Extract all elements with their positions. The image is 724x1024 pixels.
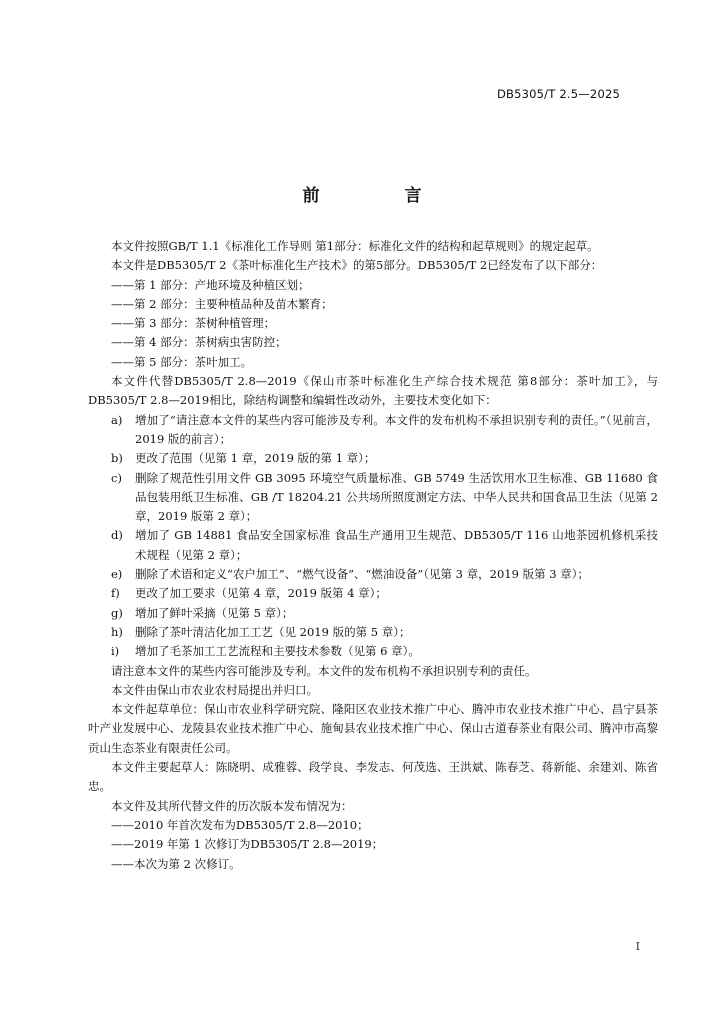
history-intro: 本文件及其所代替文件的历次版本发布情况为：	[111, 798, 353, 813]
change-marker: c)	[111, 470, 122, 485]
part-item: ——第 5 部分：茶叶加工。	[111, 354, 253, 369]
change-text: 更改了加工要求（见第 4 章，2019 版第 4 章）；	[135, 586, 387, 601]
change-text: 增加了“请注意本文件的某些内容可能涉及专利。本文件的发布机构不承担识别专利的责任。”（见前言，2019 版的前言）；	[135, 412, 658, 446]
history-item: ——本次为第 2 次修订。	[111, 856, 241, 871]
change-text: 增加了鲜叶采摘（见第 5 章）；	[135, 605, 294, 620]
part-item: ——第 4 部分：茶树病虫害防控；	[111, 335, 287, 350]
change-text: 删除了茶叶清洁化加工工艺（见 2019 版的第 5 章）；	[135, 624, 411, 639]
patent-note: 请注意本文件的某些内容可能涉及专利。本文件的发布机构不承担识别专利的责任。	[111, 663, 537, 678]
change-marker: a)	[111, 412, 123, 427]
drafters-paragraph: 本文件主要起草人：陈晓明、成雅蓉、段学良、李发志、何茂选、王洪斌、陈春芝、蒋新能、余建刘、陈省忠。	[88, 760, 658, 794]
change-marker: b)	[111, 451, 123, 466]
change-item	[88, 469, 658, 527]
document-code: DB5305/T 2.5—2025	[496, 87, 620, 101]
change-item	[88, 642, 658, 661]
change-marker: g)	[111, 605, 123, 620]
change-marker: h)	[111, 624, 123, 639]
change-item	[88, 411, 658, 450]
change-item	[88, 565, 658, 584]
change-marker: e)	[111, 567, 123, 582]
change-text: 增加了 GB 14881 食品安全国家标准 食品生产通用卫生规范、DB5305/T 116 山地茶园机修机采技术规程（见第 2 章）；	[135, 528, 658, 562]
change-item	[88, 604, 658, 623]
change-item	[88, 526, 658, 565]
change-text: 更改了范围（见第 1 章，2019 版的第 1 章）；	[135, 451, 376, 466]
change-text: 增加了毛茶加工工艺流程和主要技术参数（见第 6 章）。	[135, 644, 420, 659]
intro-paragraph-1: 本文件按照GB/T 1.1《标准化工作导则 第1部分：标准化文件的结构和起草规则》的规定起草。	[111, 239, 599, 253]
page-title: 前 言	[302, 186, 456, 206]
part-item: ——第 1 部分：产地环境及种植区划；	[111, 277, 310, 292]
part-item: ——第 2 部分：主要种植品种及苗木繁育；	[111, 296, 333, 311]
change-text: 删除了术语和定义“农户加工”、“燃气设备”、“燃油设备”（见第 3 章，2019 版第 3 章）；	[135, 567, 589, 582]
part-item: ——第 3 部分：茶树种植管理；	[111, 316, 276, 331]
history-item: ——2019 年第 1 次修订为DB5305/T 2.8—2019；	[111, 837, 384, 852]
change-item	[88, 449, 658, 468]
replaces-paragraph: 本文件代替DB5305/T 2.8—2019《保山市茶叶标准化生产综合技术规范 第8部分：茶叶加工》，与DB5305/T 2.8—2019相比，除结构调整和编辑性改动外，主要技术变化如下：	[88, 374, 658, 408]
change-item	[88, 584, 658, 603]
change-item	[88, 623, 658, 642]
history-item: ——2010 年首次发布为DB5305/T 2.8—2010；	[111, 817, 369, 832]
change-marker: f)	[111, 586, 120, 601]
change-marker: i)	[111, 644, 120, 659]
change-text: 删除了规范性引用文件 GB 3095 环境空气质量标准、GB 5749 生活饮用水卫生标准、GB 11680 食品包装用纸卫生标准、GB /T 18204.21 公共场所照度测定方法、中华人民共和国食品卫生法（见第 2 章，2019 版第 2 章）；	[135, 470, 658, 524]
intro-paragraph-2: 本文件是DB5305/T 2《茶叶标准化生产技术》的第5部分。DB5305/T 2已经发布了以下部分：	[111, 258, 603, 273]
proposer-paragraph: 本文件由保山市农业农村局提出并归口。	[111, 682, 318, 697]
page-number: I	[635, 940, 640, 953]
drafting-units-paragraph: 本文件起草单位：保山市农业科学研究院、隆阳区农业技术推广中心、腾冲市农业技术推广中心、昌宁县茶叶产业发展中心、龙陵县农业技术推广中心、施甸县农业技术推广中心、保山古道春茶业有限公司、腾冲市高黎贡山生态茶业有限责任公司。	[88, 702, 658, 755]
foreword-body	[88, 237, 658, 874]
change-marker: d)	[111, 528, 123, 543]
